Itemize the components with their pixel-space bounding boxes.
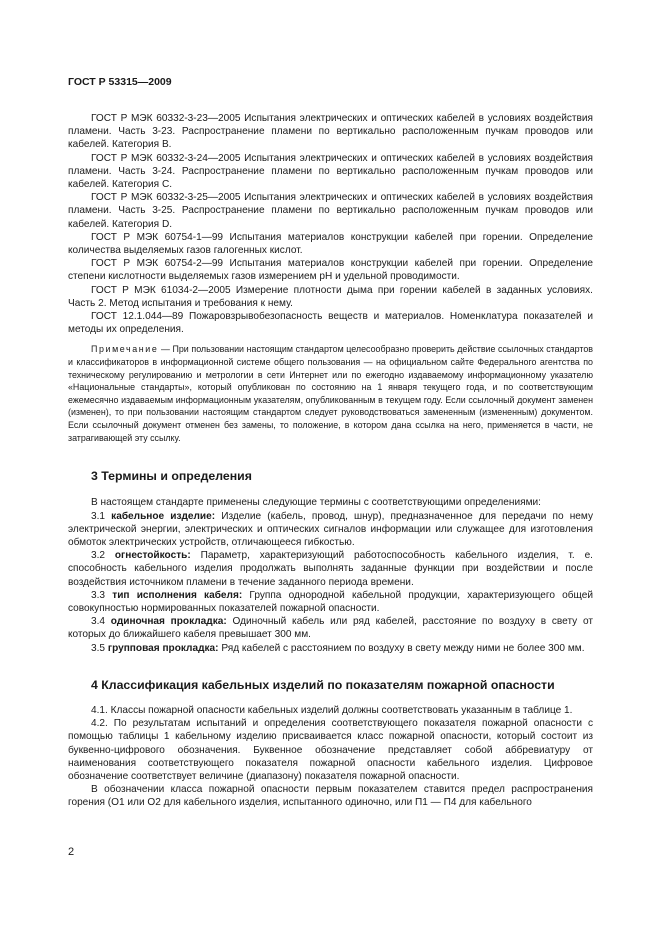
reference-item: ГОСТ Р МЭК 60754-1—99 Испытания материалов конструкции кабелей при горении. Определение количества выделяемых газов галогенных кислот. — [68, 231, 593, 257]
reference-item: ГОСТ Р МЭК 61034-2—2005 Измерение плотности дыма при горении кабелей в заданных условиях. Часть 2. Метод испытания и требования к нему. — [68, 284, 593, 309]
term-item — [68, 549, 593, 589]
term-name: огнестойкость: — [114, 550, 191, 562]
reference-item: ГОСТ 12.1.044—89 Пожаровзрывобезопасность веществ и материалов. Номенклатура показателей и методы их определения. — [68, 311, 593, 336]
term-number: 3.3 — [91, 589, 106, 601]
section-4-paragraph: В обозначении класса пожарной опасности первым показателем ставится предел распространения горения (О1 или О2 для кабельного изделия, испытанного одиночно, или П1 — П4 для кабельного — [68, 784, 593, 809]
section-4-title: 4 Классификация кабельных изделий по показателям пожарной опасности — [91, 677, 555, 692]
term-definition: Ряд кабелей с расстоянием по воздуху в свету между ними не более 300 мм. — [221, 642, 585, 654]
note-text: — При пользовании настоящим стандартом целесообразно проверить действие ссылочных стандартов и классификаторов в информационной системе общего пользования — на официальном сайте Федерального агентства по техническому регулированию и метрологии в сети Интернет или по ежегодно издаваемому информационному указателю «Национальные стандарты», который опубликован по состоянию на 1 января текущего года, и по соответствующим ежемесячно издаваемым информационным указателям, опубликованным в текущем году. Если ссылочный документ заменен (изменен), то при пользовании настоящим стандартом следует руководствоваться замененным (измененным) документом. Если ссылочный документ отменен без замены, то положение, в котором дана ссылка на него, применяется в части, не затрагивающей эту ссылку. — [68, 344, 594, 443]
note-paragraph — [68, 343, 593, 444]
section-4-paragraph: 4.1. Классы пожарной опасности кабельных изделий должны соответствовать указанным в таблице 1. — [91, 705, 573, 717]
term-name: одиночная прокладка: — [110, 616, 227, 628]
term-item — [68, 510, 593, 550]
term-item — [68, 589, 593, 615]
term-name: групповая прокладка: — [107, 642, 219, 654]
term-number: 3.5 — [91, 642, 106, 654]
term-name: тип исполнения кабеля: — [112, 589, 243, 601]
term-number: 3.4 — [91, 616, 106, 628]
reference-item: ГОСТ Р МЭК 60332-3-23—2005 Испытания электрических и оптических кабелей в условиях воздействия пламени. Часть 3-23. Распространение пламени по вертикально расположенным пучкам проводов или кабелей. Категория В. — [68, 113, 593, 151]
reference-item: ГОСТ Р МЭК 60754-2—99 Испытания материалов конструкции кабелей при горении. Определение степени кислотности выделяемых газов измерением pH и удельной проводимости. — [68, 258, 593, 283]
section-4-paragraph: 4.2. По результатам испытаний и определения соответствующего показателя пожарной опасности с помощью таблицы 1 кабельному изделию присваивается класс пожарной опасности, который состоит из буквенно-цифрового обозначения. Буквенное обозначение представляет собой аббревиатуру от наименования соответствующего показателя пожарной опасности кабельного изделия. Цифровое обозначение соответствует величине (диапазону) показателя пожарной опасности. — [68, 718, 593, 783]
term-number: 3.1 — [91, 510, 106, 522]
term-item — [68, 615, 593, 641]
term-definition: Изделие (кабель, провод, шнур), предназначенное для передачи по нему электрической энергии, электрических и оптических сигналов информации или служащее для изготовления обмоток электрических устройств, отличающееся гибкостью. — [68, 510, 594, 549]
document-body — [68, 112, 593, 810]
term-definition: Одиночный кабель или ряд кабелей, расстояние по воздуху в свету от которых до ближайшего кабеля превышает 300 мм. — [68, 616, 593, 641]
reference-item: ГОСТ Р МЭК 60332-3-25—2005 Испытания электрических и оптических кабелей в условиях воздействия пламени. Часть 3-25. Распространение пламени по вертикально расположенным пучкам проводов или кабелей. Категория D. — [68, 192, 593, 230]
page-number: 2 — [68, 846, 75, 858]
note-label: Примечание — [91, 344, 159, 355]
reference-item: ГОСТ Р МЭК 60332-3-24—2005 Испытания электрических и оптических кабелей в условиях воздействия пламени. Часть 3-24. Распространение пламени по вертикально расположенным пучкам проводов или кабелей. Категория С. — [68, 152, 593, 191]
section-3-intro: В настоящем стандарте применены следующие термины с соответствующими определениями: — [91, 497, 541, 509]
term-name: кабельное изделие: — [111, 510, 216, 522]
section-3-title: 3 Термины и определения — [91, 469, 252, 484]
term-number: 3.2 — [91, 550, 106, 562]
term-definition: Параметр, характеризующий работоспособность кабельного изделия, т. е. способность кабельного изделия продолжать выполнять заданные функции при воздействии и после воздействия источником пламени в течение заданного периода времени. — [68, 550, 593, 588]
term-item — [68, 642, 593, 655]
term-definition: Группа однородной кабельной продукции, характеризующего общей совокупностью нормированных показателей пожарной опасности. — [68, 589, 593, 615]
document-header: ГОСТ Р 53315—2009 — [68, 76, 172, 88]
